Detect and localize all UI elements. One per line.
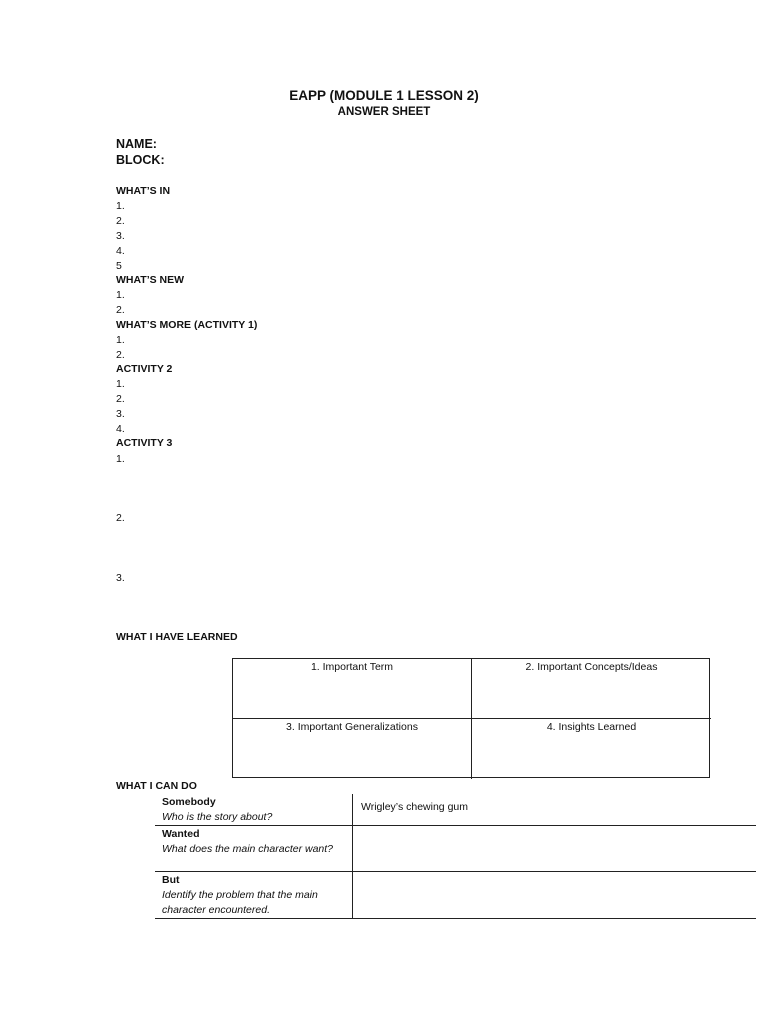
activity2-item-2: 2. [116, 393, 125, 405]
row-prompt: Identify the problem that the main character encountered. [162, 889, 318, 916]
row-label-cell [155, 872, 353, 918]
whats-new-item-1: 1. [116, 289, 125, 301]
table-row [155, 794, 756, 826]
learned-cell-important-concepts: 2. Important Concepts/Ideas [472, 659, 711, 719]
whats-in-item-2: 2. [116, 215, 125, 227]
learned-cell-important-term: 1. Important Term [233, 659, 472, 719]
row-prompt: What does the main character want? [162, 843, 334, 855]
table-row [155, 826, 756, 872]
table-row [155, 872, 756, 919]
row-label-cell [155, 826, 353, 871]
activity2-item-1: 1. [116, 378, 125, 390]
whats-in-item-3: 3. [116, 230, 125, 242]
activity2-item-4: 4. [116, 423, 125, 435]
row-label-cell [155, 794, 353, 825]
row-label: Somebody [162, 796, 216, 808]
activity3-item-2: 2. [116, 512, 125, 524]
sbwb-table [155, 794, 756, 919]
row-prompt: Who is the story about? [162, 811, 273, 823]
name-field: NAME: [116, 137, 157, 151]
learned-heading: WHAT I HAVE LEARNED [116, 631, 238, 643]
activity2-item-3: 3. [116, 408, 125, 420]
whats-new-item-2: 2. [116, 304, 125, 316]
page-title: EAPP (MODULE 1 LESSON 2) [289, 88, 479, 103]
can-do-heading: WHAT I CAN DO [116, 780, 197, 792]
learned-grid [232, 658, 710, 778]
activity3-heading: ACTIVITY 3 [116, 437, 173, 449]
whats-in-item-1: 1. [116, 200, 125, 212]
page-subtitle: ANSWER SHEET [337, 106, 431, 118]
learned-cell-insights-learned: 4. Insights Learned [546, 721, 637, 733]
whats-in-item-4: 4. [116, 245, 125, 257]
row-answer [353, 872, 756, 918]
whats-in-heading: WHAT’S IN [116, 185, 171, 197]
whats-more-item-1: 1. [116, 334, 125, 346]
row-answer: Wrigley’s chewing gum [361, 801, 468, 813]
activity2-heading: ACTIVITY 2 [116, 363, 173, 375]
activity3-item-1: 1. [116, 453, 125, 465]
learned-cell-important-generalizations: 3. Important Generalizations [233, 719, 472, 779]
row-label: But [162, 874, 180, 886]
whats-more-heading: WHAT’S MORE (ACTIVITY 1) [116, 319, 258, 331]
block-field: BLOCK: [116, 153, 165, 167]
whats-in-item-5: 5 [116, 260, 122, 272]
activity3-item-3: 3. [116, 572, 125, 584]
whats-more-item-2: 2. [116, 349, 125, 361]
row-label: Wanted [162, 828, 200, 840]
row-answer [353, 826, 756, 871]
whats-new-heading: WHAT’S NEW [116, 274, 185, 286]
